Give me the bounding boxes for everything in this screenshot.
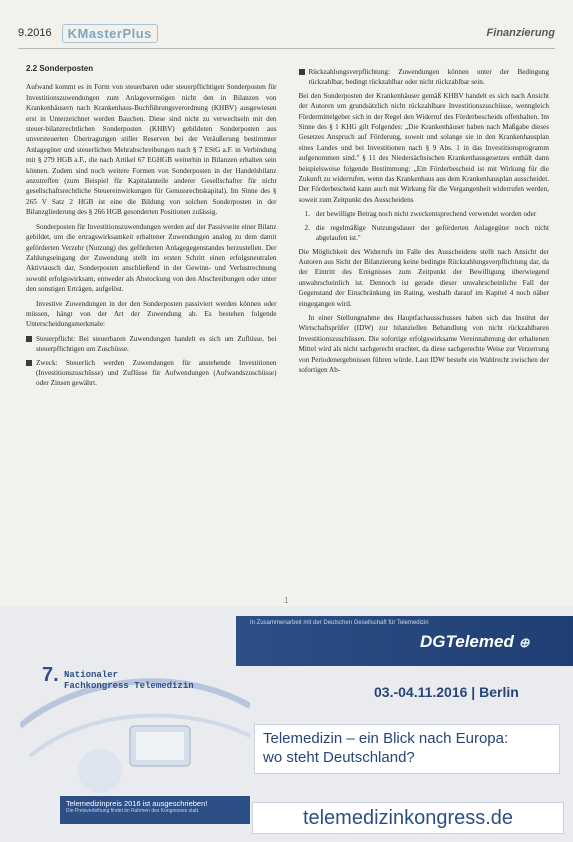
left-column	[26, 64, 277, 564]
section-title: 2.2 Sonderposten	[26, 64, 94, 73]
header-left	[18, 24, 158, 43]
headline-line1: Telemedizin – ein Blick nach Europa:	[263, 730, 509, 747]
item-text: der bewilligte Betrag noch nicht zweckentsprechend verwendet worden oder	[315, 210, 537, 219]
paragraph: Investive Zuwendungen in der den Sonderposten passiviert werden können oder müssen, hängt von der Art der Zuwendung ab. Es bestehen folgende Unterscheidungsmerkmale:	[26, 299, 277, 329]
section-name: Finanzierung	[486, 27, 555, 39]
congress-title	[64, 670, 194, 692]
numbered-item	[305, 209, 550, 219]
article-body	[26, 64, 549, 564]
paragraph: Die Möglichkeit des Widerrufs im Falle des Ausscheidens stellt nach Ansicht der Autoren aus Sicht der Bilanzierung keine bedingte Rückzahlungsverpflichtung dar, da der Eintritt des Ereignisses zum Zeitpunkt der Bewilligung überwiegend unwahrscheinlich ist. Dennoch ist gerade dieser unwahrscheinliche Fall der Gegenstand der Einschränkung im Rating, weshalb darauf im Kapitel 4 noch näher eingegangen wird.	[298, 247, 549, 308]
bullet-text: Steuerpflicht: Bei steuerbaren Zuwendungen handelt es sich um Zuflüsse, bei steuerpflichtigen um Zuschüsse.	[36, 334, 277, 354]
paragraph: In einer Stellungnahme des Hauptfachausschusses haben sich das Institut der Wirtschaftsprüfer (IDW) zur bilanziellen Behandlung von nicht rückzahlbaren Investitionszuschüssen. Die sofortige erfolgswirksame Vereinnahmung der erhaltenen Mittel wird als nicht sachgerecht erachtet, da diese sachgerechte Weise zur Verzerrung von Periodenergebnissen führen würde. Laut IDW besteht ein Wahlrecht zwischen der sofortigen Ab-	[298, 313, 549, 374]
paragraph: Sonderposten für Investitionszuwendungen werden auf der Passivseite einer Bilanz gebildet, um die ertragswirksamkeit erhaltener Zuwendungen analog zu dem damit geförderten Verzehr (Nutzung) des geförderten Anlagegegenstandes herzustellen. Der Zahlungseingang der Zuwendung stellt im ersten Schritt einen erfolgsneutralen Aktivtausch dar, Sonderposten anschließend in der Gewinn- und Verlustrechnung sowohl erfolgswirksam, entweder als Abstockung von den Abschreibungen oder unter den sonstigen Erträgen, aufgelöst.	[26, 222, 277, 294]
item-number: 1.	[304, 210, 310, 219]
bullet-text: Rückzahlungsverpflichtung: Zuwendungen können unter der Bedingung rückzahlbar, bedingt rückzahlbar oder nicht rückzahlbar sein.	[308, 68, 549, 87]
bullet-square-icon	[299, 69, 305, 75]
bullet-item	[299, 67, 550, 88]
right-column	[299, 64, 550, 564]
globe-icon: ⊕	[518, 635, 530, 650]
website-link[interactable]: telemedizinkongress.de	[252, 802, 564, 834]
numbered-item	[305, 223, 550, 244]
headline-line2: wo steht Deutschland?	[263, 749, 415, 766]
ad-headline-box	[254, 724, 560, 774]
brand-name: DGTelemed	[420, 632, 514, 651]
item-number: 2.	[304, 223, 310, 232]
issue-number: 9.2016	[18, 27, 52, 39]
award-title: Telemedizinpreis 2016 ist ausgeschrieben!	[66, 799, 208, 808]
award-banner	[60, 796, 250, 824]
bullet-item	[26, 334, 277, 355]
dgtelemed-logo	[420, 632, 529, 652]
ad-tagline: In Zusammenarbeit mit der Deutschen Gesellschaft für Telemedizin	[250, 620, 429, 626]
paragraph: Bei den Sonderposten der Krankenhäuser gemäß KHBV handelt es sich nach Ansicht der Autoren um grundsätzlich nicht rückzahlbare Investitionszuschüsse, wenngleich Fördermittelgeber sich in der Regel den Widerruf des Förderbescheids offenhalten. Im Sinne des § 1 KHG gilt Folgendes: „Die Krankenhäuser haben nach Maßgabe dieses Gesetzes Anspruch auf Förderung, soweit und solange sie in den Krankenhausplan eines Landes und bei Investitionen nach § 9 Abs. 1 in das Investitionsprogramm aufgenommen sind." § 11 des Niedersächsischen Krankenhausgesetzes enthält dann beispielsweise folgende Bestimmung: „Ein Förderbescheid ist mit Wirkung für die Zukunft zu widerrufen, wenn das Krankenhaus aus dem Krankenhausplan ausscheidet. Der Förderbescheid kann auch mit Wirkung für die Vergangenheit widerrufen werden, soweit zum Zeitpunkt des Ausscheidens	[298, 91, 549, 204]
item-text: die regelmäßige Nutzungsdauer der geförderten Anlagegüter noch nicht abgelaufen ist."	[315, 223, 549, 243]
page-header	[18, 18, 555, 49]
bullet-item	[26, 358, 277, 389]
bullet-square-icon	[26, 336, 32, 342]
award-subtitle: Die Preisverleihung findet im Rahmen des Kongresses statt.	[66, 808, 200, 814]
congress-title-line1: Nationaler	[64, 670, 119, 680]
bullet-square-icon	[26, 360, 32, 366]
bullet-text: Zweck: Steuerlich werden Zuwendungen für anstehende Investitionen (Investitionszuschüsse) und Zuflüsse für Aufwendungen (Aufwandszuschüsse) oder Zinsen gewährt.	[36, 358, 277, 388]
congress-title-line2: Fachkongress Telemedizin	[64, 681, 194, 691]
magazine-logo: KMasterPlus	[62, 24, 158, 43]
page-marker: 1	[284, 596, 289, 605]
advertisement[interactable]	[0, 606, 573, 842]
paragraph: Aufwand kommt es in Form von steuerbaren oder steuerpflichtigen Sonderposten für Investitionszuwendungen zum Anlagevermögen nicht den in Bilanzen von Krankenhäusern nach Krankenhaus-Buchführungsverordnung (KHBV) ausgewiesen erst in Unterzeichnet werden Bauchen. Diese sind nicht zu verwechseln mit den steuer-bilanzrechtlichen Sonderposten (KHBV) gebildeten Sonderposten aus unversteuerten Übertragungen stiller Reserven bei der Veräußerung bestimmter Anlagegüter und steuerlichen Mehrabschreibungen nach § 7 EStG a.F. in Verbindung mit § 279 HGB a.F., die nach Artikel 67 EGHGB weiterhin in Bilanzen erhalten sein können. Zudem sind noch weitere Formen von Sonderposten in der Handelsbilanz anzutreffen (zum Beispiel für Kapitalanteile anderer Gesellschafter für nicht gesellschaftsrechtliche Steuereinwirkungen für Genussrechtskapital). Im Sinne des § 265 V Satz 2 HGB ist eine die Bildung von solchen Sonderposten in der Bilanzgliederung des § 266 HGB gesonderten Positionen zulässig.	[26, 83, 277, 217]
event-date: 03.-04.11.2016 | Berlin	[374, 684, 519, 700]
edition-number: 7.	[42, 664, 59, 686]
